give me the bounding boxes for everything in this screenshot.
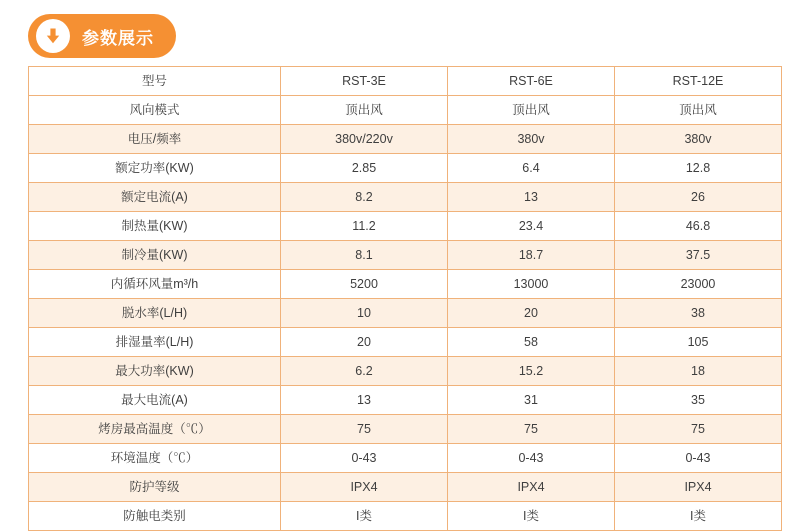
row-value: 8.1 (281, 241, 448, 270)
row-value: 35 (615, 386, 782, 415)
row-value: IPX4 (615, 473, 782, 502)
row-value: 18.7 (448, 241, 615, 270)
row-value: 11.2 (281, 212, 448, 241)
row-value: 20 (448, 299, 615, 328)
table-row (29, 386, 782, 415)
column-header-model: 型号 (29, 67, 281, 96)
table-row (29, 415, 782, 444)
row-label: 制冷量(KW) (29, 241, 281, 270)
spec-table (28, 66, 782, 531)
table-row (29, 96, 782, 125)
row-label: 排湿量率(L/H) (29, 328, 281, 357)
table-row (29, 357, 782, 386)
row-value: 12.8 (615, 154, 782, 183)
row-value: 8.2 (281, 183, 448, 212)
down-arrow-icon (36, 19, 70, 53)
row-value: 0-43 (281, 444, 448, 473)
table-row (29, 502, 782, 531)
row-label: 防触电类别 (29, 502, 281, 531)
row-value: 5200 (281, 270, 448, 299)
table-row (29, 328, 782, 357)
row-value: 2.85 (281, 154, 448, 183)
row-value: 13000 (448, 270, 615, 299)
row-value: 58 (448, 328, 615, 357)
row-value: 75 (448, 415, 615, 444)
row-value: 0-43 (615, 444, 782, 473)
row-value: 380v (615, 125, 782, 154)
row-value: 37.5 (615, 241, 782, 270)
section-header-badge (28, 14, 176, 58)
row-value: 75 (615, 415, 782, 444)
row-value: IPX4 (281, 473, 448, 502)
table-row (29, 473, 782, 502)
table-row (29, 299, 782, 328)
table-row (29, 125, 782, 154)
row-value: 15.2 (448, 357, 615, 386)
table-row (29, 183, 782, 212)
spec-table-container (28, 66, 761, 531)
row-value: 6.4 (448, 154, 615, 183)
row-label: 内循环风量m³/h (29, 270, 281, 299)
section-title: 参数展示 (82, 28, 154, 48)
row-label: 最大电流(A) (29, 386, 281, 415)
row-value: I类 (448, 502, 615, 531)
row-label: 额定功率(KW) (29, 154, 281, 183)
row-label: 脱水率(L/H) (29, 299, 281, 328)
row-value: 23.4 (448, 212, 615, 241)
row-label: 环境温度（℃） (29, 444, 281, 473)
row-value: I类 (615, 502, 782, 531)
row-value: I类 (281, 502, 448, 531)
row-value: 105 (615, 328, 782, 357)
row-value: 10 (281, 299, 448, 328)
row-label: 电压/频率 (29, 125, 281, 154)
row-value: 20 (281, 328, 448, 357)
row-value: 38 (615, 299, 782, 328)
row-value: 顶出风 (448, 96, 615, 125)
row-value: 380v/220v (281, 125, 448, 154)
table-row (29, 270, 782, 299)
row-value: 0-43 (448, 444, 615, 473)
column-header-rst-12e: RST-12E (615, 67, 782, 96)
row-value: 26 (615, 183, 782, 212)
column-header-rst-3e: RST-3E (281, 67, 448, 96)
table-header-row (29, 67, 782, 96)
row-label: 风向模式 (29, 96, 281, 125)
row-value: 380v (448, 125, 615, 154)
row-value: IPX4 (448, 473, 615, 502)
row-label: 额定电流(A) (29, 183, 281, 212)
row-value: 31 (448, 386, 615, 415)
row-value: 18 (615, 357, 782, 386)
row-value: 23000 (615, 270, 782, 299)
table-row (29, 154, 782, 183)
table-row (29, 241, 782, 270)
row-value: 6.2 (281, 357, 448, 386)
column-header-rst-6e: RST-6E (448, 67, 615, 96)
table-row (29, 444, 782, 473)
row-label: 最大功率(KW) (29, 357, 281, 386)
row-value: 75 (281, 415, 448, 444)
row-label: 制热量(KW) (29, 212, 281, 241)
row-value: 13 (281, 386, 448, 415)
row-label: 防护等级 (29, 473, 281, 502)
row-value: 13 (448, 183, 615, 212)
row-label: 烤房最高温度（℃） (29, 415, 281, 444)
row-value: 顶出风 (281, 96, 448, 125)
table-row (29, 212, 782, 241)
row-value: 顶出风 (615, 96, 782, 125)
row-value: 46.8 (615, 212, 782, 241)
